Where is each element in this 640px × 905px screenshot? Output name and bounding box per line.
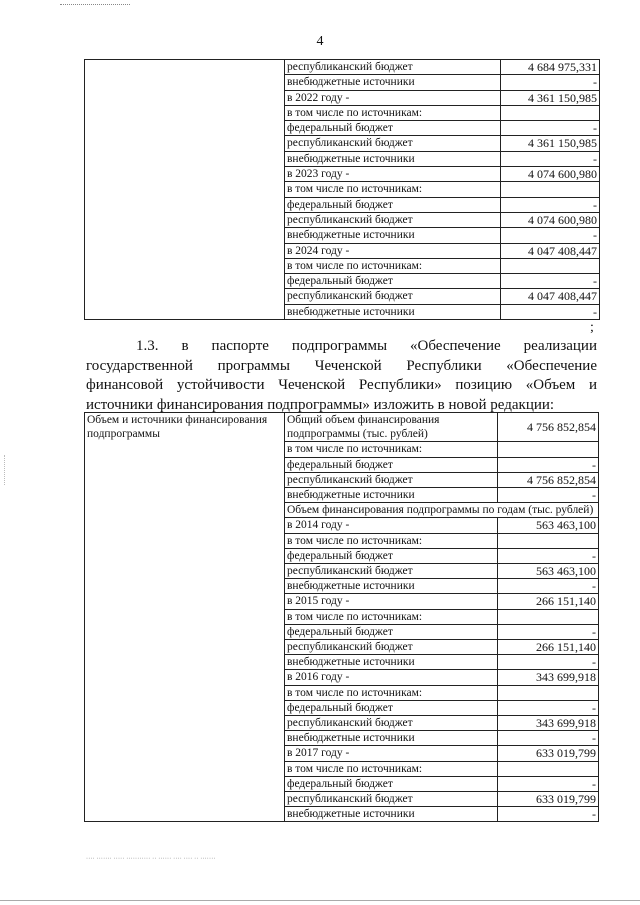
row-label: федеральный бюджет <box>285 700 498 715</box>
row-value: - <box>498 548 599 563</box>
row-label: федеральный бюджет <box>285 197 501 212</box>
amendment-paragraph <box>86 337 597 415</box>
funding-table-body <box>85 60 600 320</box>
row-value: - <box>501 121 600 136</box>
row-value: 4 361 150,985 <box>501 90 600 105</box>
row-label: в 2022 году - <box>285 90 501 105</box>
scan-artifact-top <box>60 4 130 7</box>
row-label: в том числе по источникам: <box>285 533 498 548</box>
row-value <box>501 182 600 197</box>
table-row <box>85 413 599 442</box>
row-value: 563 463,100 <box>498 564 599 579</box>
row-value: - <box>498 776 599 791</box>
row-label: в том числе по источникам: <box>285 442 498 457</box>
row-label: республиканский бюджет <box>285 60 501 75</box>
row-value <box>501 258 600 273</box>
paragraph-line: источники финансирования подпрограммы» изложить в новой редакции: <box>86 396 555 413</box>
semicolon: ; <box>590 320 594 335</box>
row-label: внебюджетные источники <box>285 807 498 822</box>
row-label: в том числе по источникам: <box>285 609 498 624</box>
row-value: - <box>498 700 599 715</box>
row-label: республиканский бюджет <box>285 792 498 807</box>
footer-code: ···· ······· ····· ··········· ·· ······ ···· ···· ·· ······· <box>86 856 216 862</box>
row-label: федеральный бюджет <box>285 776 498 791</box>
row-value: - <box>501 75 600 90</box>
subprogram-funding-table <box>84 412 599 822</box>
row-label: в 2017 году - <box>285 746 498 761</box>
total-label: Общий объем финансирования подпрограммы (тыс. рублей) <box>285 413 498 442</box>
total-value: 4 756 852,854 <box>498 413 599 442</box>
row-value: 4 047 408,447 <box>501 289 600 304</box>
row-label: федеральный бюджет <box>285 274 501 289</box>
row-label: внебюджетные источники <box>285 228 501 243</box>
table-row <box>85 60 600 75</box>
row-value <box>498 685 599 700</box>
row-value: - <box>501 197 600 212</box>
row-label: республиканский бюджет <box>285 564 498 579</box>
row-label: республиканский бюджет <box>285 212 501 227</box>
row-value: 633 019,799 <box>498 792 599 807</box>
row-value: 633 019,799 <box>498 746 599 761</box>
row-label: внебюджетные источники <box>285 655 498 670</box>
funding-table-continued <box>84 59 600 320</box>
row-value: - <box>498 807 599 822</box>
row-label: республиканский бюджет <box>285 136 501 151</box>
row-label: в 2023 году - <box>285 167 501 182</box>
row-value: - <box>498 579 599 594</box>
row-label: федеральный бюджет <box>285 457 498 472</box>
row-label: внебюджетные источники <box>285 731 498 746</box>
row-value: 343 699,918 <box>498 716 599 731</box>
row-label: внебюджетные источники <box>285 304 501 319</box>
row-label: в том числе по источникам: <box>285 761 498 776</box>
row-label: внебюджетные источники <box>285 579 498 594</box>
paragraph-line: государственной программы Чеченской Республики «Обеспечение <box>86 357 597 374</box>
row-value <box>498 442 599 457</box>
section-label-cell: Объем и источники финансирования подпрограммы <box>85 413 285 822</box>
row-label: в том числе по источникам: <box>285 685 498 700</box>
row-value: - <box>501 228 600 243</box>
row-label: республиканский бюджет <box>285 716 498 731</box>
row-label: в том числе по источникам: <box>285 258 501 273</box>
scan-artifact-margin <box>4 455 11 485</box>
page-number: 4 <box>316 34 324 49</box>
row-value: 4 074 600,980 <box>501 167 600 182</box>
row-label: в том числе по источникам: <box>285 182 501 197</box>
row-value: - <box>498 731 599 746</box>
row-value: 266 151,140 <box>498 594 599 609</box>
row-label: внебюджетные источники <box>285 488 498 503</box>
row-value: 4 361 150,985 <box>501 136 600 151</box>
row-label: федеральный бюджет <box>285 548 498 563</box>
row-value: - <box>501 274 600 289</box>
row-value <box>501 105 600 120</box>
row-value <box>498 609 599 624</box>
row-label: в 2016 году - <box>285 670 498 685</box>
row-label: федеральный бюджет <box>285 121 501 136</box>
row-label: федеральный бюджет <box>285 624 498 639</box>
row-label: внебюджетные источники <box>285 75 501 90</box>
row-value: - <box>501 151 600 166</box>
row-value <box>498 533 599 548</box>
row-label: внебюджетные источники <box>285 151 501 166</box>
row-value: - <box>498 624 599 639</box>
row-label: республиканский бюджет <box>285 640 498 655</box>
row-value: 266 151,140 <box>498 640 599 655</box>
row-value: - <box>498 457 599 472</box>
row-label: республиканский бюджет <box>285 289 501 304</box>
row-value: 343 699,918 <box>498 670 599 685</box>
row-value: - <box>498 655 599 670</box>
row-value: - <box>498 488 599 503</box>
row-label: в 2024 году - <box>285 243 501 258</box>
row-value: 4 756 852,854 <box>498 472 599 487</box>
row-value: - <box>501 304 600 319</box>
row-value <box>498 761 599 776</box>
row-label: республиканский бюджет <box>285 472 498 487</box>
row-label: в 2015 году - <box>285 594 498 609</box>
paragraph-line: 1.3. в паспорте подпрограммы «Обеспечение реализации <box>136 338 597 354</box>
paragraph-line: финансовой устойчивости Чеченской Республики» позицию «Объем и <box>86 377 597 393</box>
row-value: 4 047 408,447 <box>501 243 600 258</box>
by-year-heading: Объем финансирования подпрограммы по годам (тыс. рублей) <box>285 503 599 518</box>
scan-artifact-bottom <box>0 900 640 901</box>
subprogram-funding-table-body <box>85 413 599 822</box>
row-value: 4 074 600,980 <box>501 212 600 227</box>
row-value: 4 684 975,331 <box>501 60 600 75</box>
left-blank-cell <box>85 60 285 320</box>
row-value: 563 463,100 <box>498 518 599 533</box>
row-label: в 2014 году - <box>285 518 498 533</box>
row-label: в том числе по источникам: <box>285 105 501 120</box>
